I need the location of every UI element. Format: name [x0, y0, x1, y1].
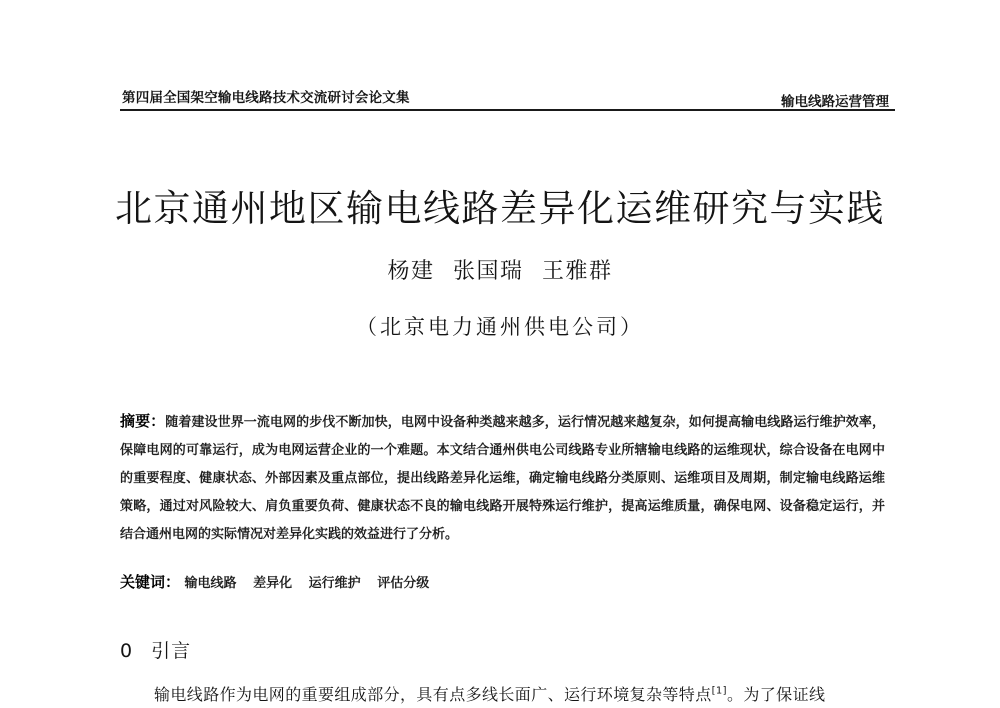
abstract-text: 随着建设世界一流电网的步伐不断加快，电网中设备种类越来越多，运行情况越来越复杂，如何提高输电线路运行维护效率，保障电网的可靠运行，成为电网运营企业的一个难题。本文结合通州供电公司线路专业所辖输电线路的运维现状，综合设备在电网中的重要程度、健康状态、外部因素及重点部位，提出线路差异化运维，确定输电线路分类原则、运维项目及周期，制定输电线路运维策略，通过对风险较大、肩负重要负荷、健康状态不良的输电线路开展特殊运行维护，提高运维质量，确保电网、设备稳定运行，并结合通州电网的实际情况对差异化实践的效益进行了分析。	[120, 415, 885, 542]
body-paragraph	[154, 682, 894, 705]
citation-marker[interactable]: [1]	[711, 685, 727, 697]
section-category: 输电线路运营管理	[781, 94, 889, 110]
proceedings-title: 第四届全国架空输电线路技术交流研讨会论文集	[122, 90, 410, 106]
paper-title: 北京通州地区输电线路差异化运维研究与实践	[115, 187, 885, 230]
body-text: 输电线路作为电网的重要组成部分，具有点多线长面广、运行环境复杂等特点	[154, 685, 712, 704]
affiliation: （北京电力通州供电公司）	[356, 315, 644, 339]
keyword: 输电线路	[184, 576, 237, 591]
author: 张国瑞	[452, 259, 524, 284]
author-list	[0, 254, 1000, 285]
abstract	[120, 407, 885, 549]
section-title: 引言	[151, 640, 192, 662]
section-number: 0	[120, 640, 134, 662]
keyword: 评估分级	[377, 576, 430, 591]
keywords-label: 关键词：	[120, 573, 181, 591]
header-rule	[120, 109, 895, 111]
running-header	[120, 82, 895, 112]
body-text-continued: 。为了保证线	[726, 685, 826, 704]
author: 王雅群	[542, 259, 613, 284]
keyword: 运行维护	[308, 576, 361, 591]
author: 杨建	[387, 259, 435, 284]
keyword: 差异化	[253, 576, 293, 591]
section-heading	[120, 636, 191, 663]
keywords	[120, 571, 885, 592]
abstract-label: 摘要：	[120, 412, 166, 430]
